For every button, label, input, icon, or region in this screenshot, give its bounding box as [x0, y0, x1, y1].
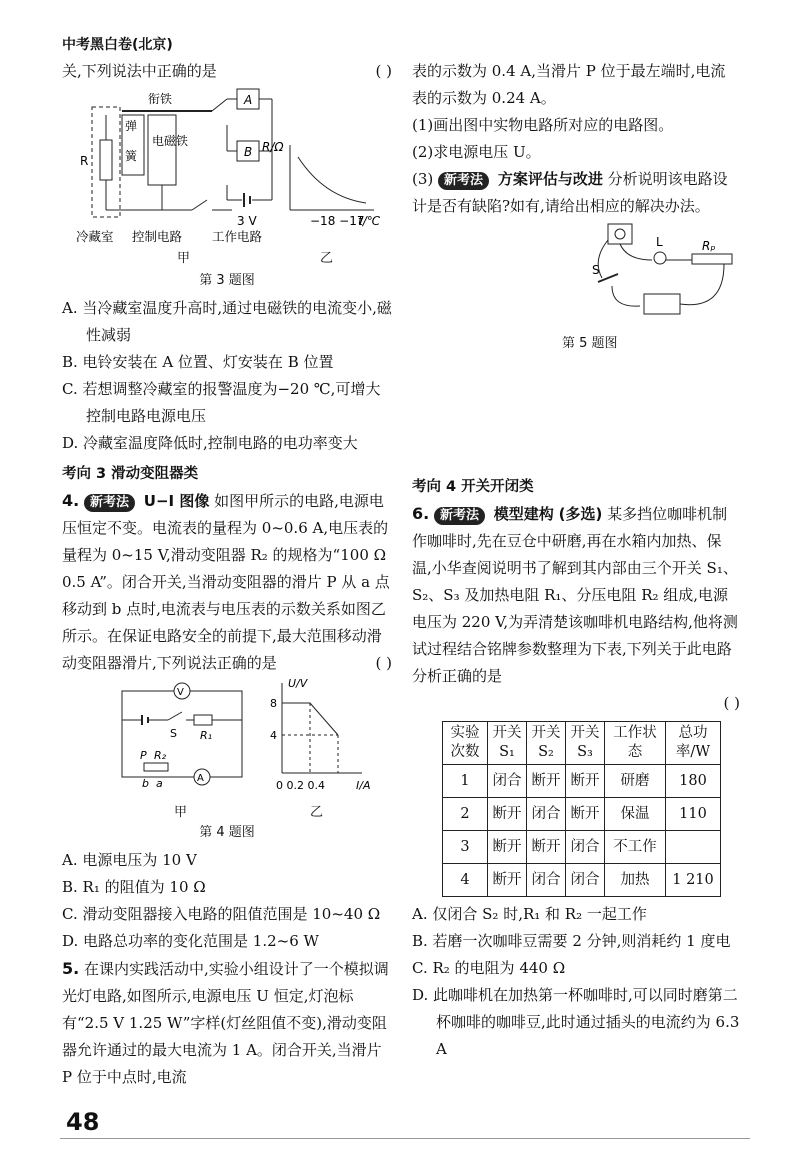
table-cell [666, 831, 721, 864]
q6-tag: 模型建构 [493, 505, 554, 523]
q5-sub3-tag: 方案评估与改进 [497, 170, 603, 188]
fig5-battery [644, 294, 680, 314]
fig4-y-axis-label: U/V [288, 677, 308, 690]
q5-stem [62, 955, 392, 1091]
table-header-cell: 实验次数 [443, 722, 488, 765]
q3-option-b: B. 电铃安装在 A 位置、灯安装在 B 位置 [62, 353, 334, 371]
q5-caption: 第 5 题图 [562, 336, 618, 351]
fig5-rp-label: Rₚ [702, 239, 716, 253]
q5-sub3-badge: 新考法 [438, 172, 489, 190]
thermistor-r [100, 140, 112, 180]
left-column [62, 58, 392, 1091]
table-cell: 不工作 [605, 831, 666, 864]
q3-answer-paren: ( ) [375, 62, 392, 80]
section-4-heading: 考向 4 开关开闭类 [412, 479, 534, 495]
q5-sub3 [412, 166, 740, 220]
q5-figure [412, 220, 740, 330]
q4-option-d: D. 电路总功率的变化范围是 1.2~6 W [62, 932, 319, 950]
q4-caption: 第 4 题图 [199, 825, 255, 840]
q4-figure [62, 677, 392, 799]
table-cell: 断开 [488, 798, 527, 831]
answer-space [412, 354, 740, 474]
fig3-b-label: B [244, 145, 253, 159]
table-cell: 断开 [566, 765, 605, 798]
q4-number: 4. [62, 491, 80, 510]
fig3-electromagnet-label: 电磁铁 [152, 134, 189, 148]
fig4-jia-label: 甲 [174, 805, 188, 820]
table-cell: 闭合 [566, 831, 605, 864]
fig3-voltage-label: 3 V [237, 214, 257, 228]
table-cell: 断开 [527, 831, 566, 864]
table-cell: 保温 [605, 798, 666, 831]
q6-answer-paren: ( ) [723, 694, 740, 712]
fig3-x-axis-label: t/℃ [358, 214, 381, 228]
table-cell: 闭合 [566, 864, 605, 897]
fig5-ammeter [608, 224, 632, 244]
fig3-yi-label: 乙 [320, 251, 334, 266]
q6-badge: 新考法 [434, 507, 485, 525]
section-3-heading: 考向 3 滑动变阻器类 [62, 466, 199, 482]
table-header-cell: 工作状态 [605, 722, 666, 765]
q6-option-a: A. 仅闭合 S₂ 时,R₁ 和 R₂ 一起工作 [412, 905, 647, 923]
table-header-cell: 开关S₁ [488, 722, 527, 765]
table-cell: 加热 [605, 864, 666, 897]
table-cell: 3 [443, 831, 488, 864]
table-cell: 110 [666, 798, 721, 831]
table-cell: 断开 [488, 831, 527, 864]
table-cell: 闭合 [527, 798, 566, 831]
fig4-r2-label: R₂ [154, 749, 167, 762]
q6-table [442, 721, 721, 897]
switch-blade [192, 200, 207, 210]
fig3-armature-label: 衔铁 [148, 92, 173, 106]
right-column [412, 58, 740, 1063]
fig3-jia-label: 甲 [177, 251, 191, 266]
fig4-v-label: V [177, 687, 184, 698]
table-header-row [443, 722, 721, 765]
q6-option-c: C. R₂ 的电阻为 440 Ω [412, 959, 566, 977]
table-cell: 1 [443, 765, 488, 798]
q4-stem-text: 如图甲所示的电路,电源电压恒定不变。电流表的量程为 0~0.6 A,电压表的量程为 0~15 V,滑动变阻器 R₂ 的规格为“100 Ω 0.5 A”。闭合开关,当滑动变阻器的滑片 P 从 a 点移动到 b 点时,电流表与电压表的示数关系如图乙所示。在保证电路安全的前提下,最大范围移动滑动变阻器滑片,下列说法正确的是 [62, 492, 390, 672]
q4-option-a: A. 电源电压为 10 V [62, 851, 197, 869]
table-cell: 断开 [566, 798, 605, 831]
table-header-cell: 开关S₂ [527, 722, 566, 765]
q4-badge: 新考法 [84, 494, 135, 512]
table-cell: 180 [666, 765, 721, 798]
table-cell: 研磨 [605, 765, 666, 798]
fig4-x-ticks: 0 0.2 0.4 [276, 779, 325, 792]
table-row [443, 864, 721, 897]
q4-answer-paren: ( ) [375, 654, 392, 672]
fig3-x-ticks: −18 −17 [310, 214, 365, 228]
fig5-rheostat [692, 254, 732, 264]
fig4-y8: 8 [270, 697, 277, 710]
table-cell: 闭合 [527, 864, 566, 897]
fig3-a-label: A [244, 93, 253, 107]
q3-option-d: D. 冷藏室温度降低时,控制电路的电功率变大 [62, 434, 358, 452]
q6-stem-text: 某多挡位咖啡机制作咖啡时,先在豆仓中研磨,再在水箱内加热、保温,小华查阅说明书了解到其内部由三个开关 S₁、S₂、S₃ 及加热电阻 R₁、分压电阻 R₂ 组成,电源电压为 220 V,为弄清楚该咖啡机电路结构,他将测试过程结合铭牌参数整理为下表,下列关于此电路分析正确的是 [412, 505, 738, 685]
q4-option-c: C. 滑动变阻器接入电路的阻值范围是 10~40 Ω [62, 905, 381, 923]
q6-number: 6. [412, 504, 430, 523]
q5-sub3-prefix: (3) [412, 170, 434, 188]
fig4-p-label: P [140, 749, 147, 762]
fig4-r1-label: R₁ [200, 729, 213, 742]
page-number: 48 [66, 1108, 100, 1136]
fig3-r-label: R [80, 154, 89, 168]
fig4-switch [168, 712, 182, 720]
q6-stem [412, 500, 740, 690]
table-cell: 断开 [488, 864, 527, 897]
q4-option-b: B. R₁ 的阻值为 10 Ω [62, 878, 206, 896]
q5-number: 5. [62, 959, 80, 978]
fig4-ui-line [282, 703, 338, 735]
q5-sub3-text: 分析说明该电路设计是否有缺陷?如有,请给出相应的解决办法。 [412, 170, 728, 215]
table-cell: 闭合 [488, 765, 527, 798]
table-row [443, 798, 721, 831]
fig3-spring-2: 簧 [125, 149, 138, 163]
table-cell: 2 [443, 798, 488, 831]
table-row [443, 765, 721, 798]
q6-option-d: D. 此咖啡机在加热第一杯咖啡时,可以同时磨第二杯咖啡的咖啡豆,此时通过插头的电流约为 6.3 A [412, 986, 740, 1058]
fig5-s-label: S [592, 263, 600, 277]
q3-stem-text: 关,下列说法中正确的是 [62, 62, 217, 80]
q3-figure [62, 85, 392, 245]
fig3-control-label: 控制电路 [132, 229, 183, 244]
table-row [443, 831, 721, 864]
table-cell: 1 210 [666, 864, 721, 897]
fig4-y4: 4 [270, 729, 277, 742]
q6-multi: (多选) [558, 505, 603, 523]
fig5-wire-1 [620, 244, 652, 260]
table-cell: 断开 [527, 765, 566, 798]
fig3-y-axis-label: R/Ω [262, 140, 284, 154]
header-title: 中考黑白卷(北京) [62, 37, 173, 53]
electromagnet-box [148, 115, 176, 185]
q6-option-b: B. 若磨一次咖啡豆需要 2 分钟,则消耗约 1 度电 [412, 932, 731, 950]
fig4-r2-box [144, 763, 168, 771]
q5-sub2: (2)求电源电压 U。 [412, 143, 541, 161]
fig3-spring-1: 弹 [125, 119, 138, 133]
contact-line [212, 99, 227, 111]
fig3-fridge-label: 冷藏室 [76, 229, 114, 244]
fig4-amm-label: A [197, 773, 204, 784]
fig5-wire-5 [680, 264, 724, 305]
fig4-a-label: a [156, 777, 163, 790]
fig5-wire-4 [612, 286, 640, 306]
fig4-s-label: S [170, 727, 177, 740]
fig5-l-label: L [656, 235, 663, 249]
fig4-b-label: b [142, 777, 149, 790]
q4-stem [62, 487, 392, 677]
q5-sub1: (1)画出图中实物电路所对应的电路图。 [412, 116, 674, 134]
bottom-rule [60, 1138, 750, 1139]
fig5-wire-3 [598, 240, 608, 278]
fig4-yi-label: 乙 [310, 805, 324, 820]
fig4-x-axis-label: I/A [356, 779, 371, 792]
fig3-working-label: 工作电路 [212, 229, 263, 244]
table-cell: 4 [443, 864, 488, 897]
q4-circuit-frame [122, 691, 242, 777]
q3-option-c: C. 若想调整冷藏室的报警温度为−20 ℃,可增大控制电路电源电压 [62, 380, 381, 425]
q3-caption: 第 3 题图 [199, 273, 255, 288]
table-header-cell: 总功率/W [666, 722, 721, 765]
fig5-bulb [654, 252, 666, 264]
q5-stem-left: 在课内实践活动中,实验小组设计了一个模拟调光灯电路,如图所示,电源电压 U 恒定,灯泡标有“2.5 V 1.25 W”字样(灯丝阻值不变),滑动变阻器允许通过的最大电流为 1 A。闭合开关,当滑片 P 位于中点时,电流 [62, 960, 389, 1086]
fig4-r1-box [194, 715, 212, 725]
q5-stem-right: 表的示数为 0.4 A,当滑片 P 位于最左端时,电流表的示数为 0.24 A。 [412, 62, 726, 107]
q4-tag: U−I 图像 [143, 492, 210, 510]
table-header-cell: 开关S₃ [566, 722, 605, 765]
q3-stem-tail [62, 58, 392, 85]
fig3-curve [298, 157, 366, 203]
q3-option-a: A. 当冷藏室温度升高时,通过电磁铁的电流变小,磁性减弱 [62, 299, 392, 344]
